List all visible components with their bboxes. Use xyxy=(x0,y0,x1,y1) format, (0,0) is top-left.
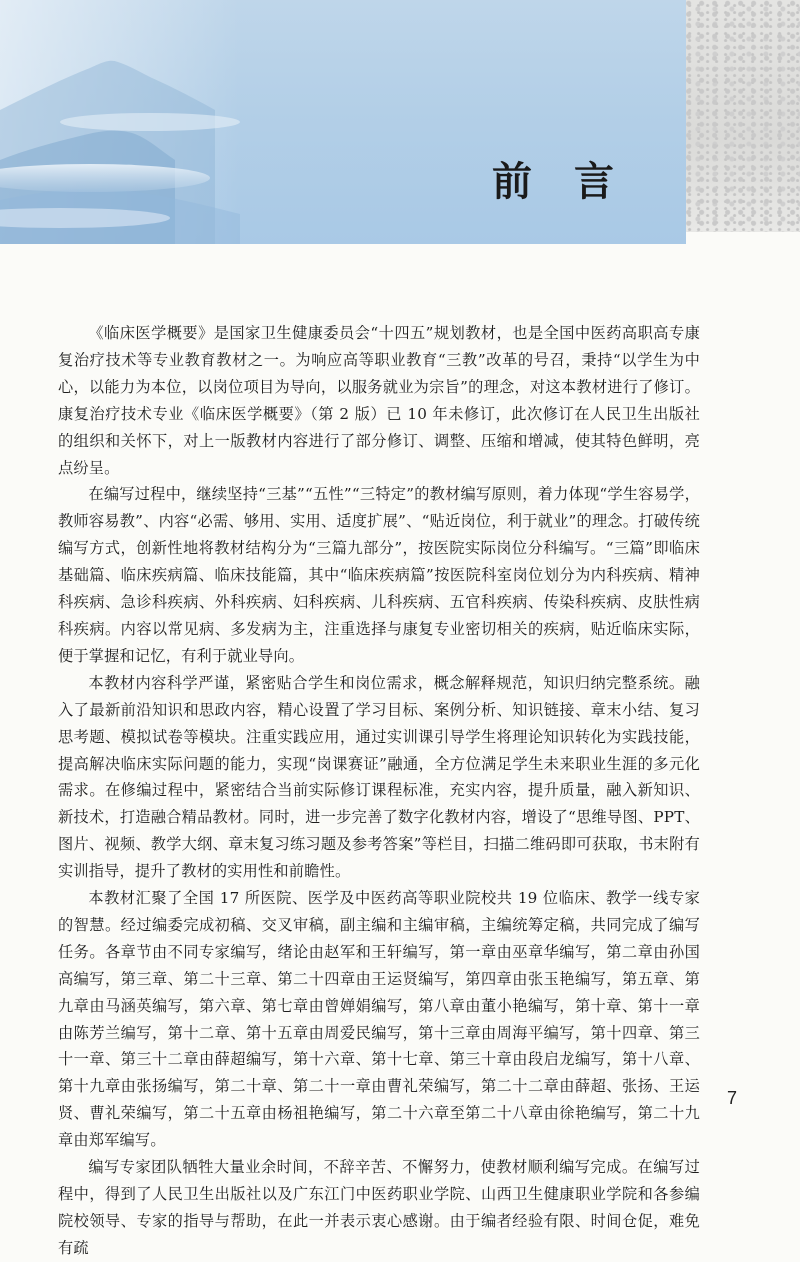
page-number: 7 xyxy=(727,1088,738,1108)
header-banner xyxy=(0,0,686,244)
paragraph-5: 编写专家团队牺牲大量业余时间，不辞辛苦、不懈努力，使教材顺利编写完成。在编写过程中，得到了人民卫生出版社以及广东江门中医药职业学院、山西卫生健康职业学院和各参编院校领导、专家的指导与帮助，在此一并表示衷心感谢。由于编者经验有限、时间仓促，难免有疏 xyxy=(58,1158,700,1257)
paragraph-4: 本教材汇聚了全国 17 所医院、医学及中医药高等职业院校共 19 位临床、教学一线专家的智慧。经过编委完成初稿、交叉审稿，副主编和主编审稿，主编统筹定稿，共同完成了编写任务。各章节由不同专家编写，绪论由赵军和王轩编写，第一章由巫章华编写，第二章由孙国高编写，第三章、第二十三章、第二十四章由王运贤编写，第四章由张玉艳编写，第五章、第九章由马涵英编写，第六章、第七章由曾婵娟编写，第八章由董小艳编写，第十章、第十一章由陈芳兰编写，第十二章、第十五章由周爱民编写，第十三章由周海平编写，第十四章、第三十一章、第三十二章由薛超编写，第十六章、第十七章、第三十章由段启龙编写，第十八章、第十九章由张扬编写，第二十章、第二十一章由曹礼荣编写，第二十二章由薛超、张扬、王运贤、曹礼荣编写，第二十五章由杨祖艳编写，第二十六章至第二十八章由徐艳编写，第二十九章由郑军编写。 xyxy=(58,889,700,1150)
preface-body xyxy=(58,320,700,1262)
paragraph-1: 《临床医学概要》是国家卫生健康委员会“十四五”规划教材，也是全国中医药高职高专康复治疗技术等专业教育教材之一。为响应高等职业教育“三教”改革的号召，秉持“以学生为中心，以能力为本位，以岗位项目为导向，以服务就业为宗旨”的理念，对这本教材进行了修订。康复治疗技术专业《临床医学概要》（第 2 版）已 10 年未修订，此次修订在人民卫生出版社的组织和关怀下，对上一版教材内容进行了部分修订、调整、压缩和增减，使其特色鲜明，亮点纷呈。 xyxy=(58,324,700,477)
page-title: 前言 xyxy=(492,158,656,205)
stone-texture-block xyxy=(686,0,800,232)
misty-mountain-illustration xyxy=(0,0,686,244)
paragraph-3: 本教材内容科学严谨，紧密贴合学生和岗位需求，概念解释规范，知识归纳完整系统。融入了最新前沿知识和思政内容，精心设置了学习目标、案例分析、知识链接、章末小结、复习思考题、模拟试卷等模块。注重实践应用，通过实训课引导学生将理论知识转化为实践技能，提高解决临床实际问题的能力，实现“岗课赛证”融通，全方位满足学生未来职业生涯的多元化需求。在修编过程中，紧密结合当前实际修订课程标准，充实内容，提升质量，融入新知识、新技术，打造融合精品教材。同时，进一步完善了数字化教材内容，增设了“思维导图、PPT、图片、视频、教学大纲、章末复习练习题及参考答案”等栏目，扫描二维码即可获取，书末附有实训指导，提升了教材的实用性和前瞻性。 xyxy=(58,673,700,881)
paragraph-2: 在编写过程中，继续坚持“三基”“五性”“三特定”的教材编写原则，着力体现“学生容易学，教师容易教”、内容“必需、够用、实用、适度扩展”、“贴近岗位，利于就业”的理念。打破传统编写方式，创新性地将教材结构分为“三篇九部分”，按医院实际岗位分科编写。“三篇”即临床基础篇、临床疾病篇、临床技能篇，其中“临床疾病篇”按医院科室岗位划分为内科疾病、精神科疾病、急诊科疾病、外科疾病、妇科疾病、儿科疾病、五官科疾病、传染科疾病、皮肤性病科疾病。内容以常见病、多发病为主，注重选择与康复专业密切相关的疾病，贴近临床实际，便于掌握和记忆，有利于就业导向。 xyxy=(58,485,700,665)
